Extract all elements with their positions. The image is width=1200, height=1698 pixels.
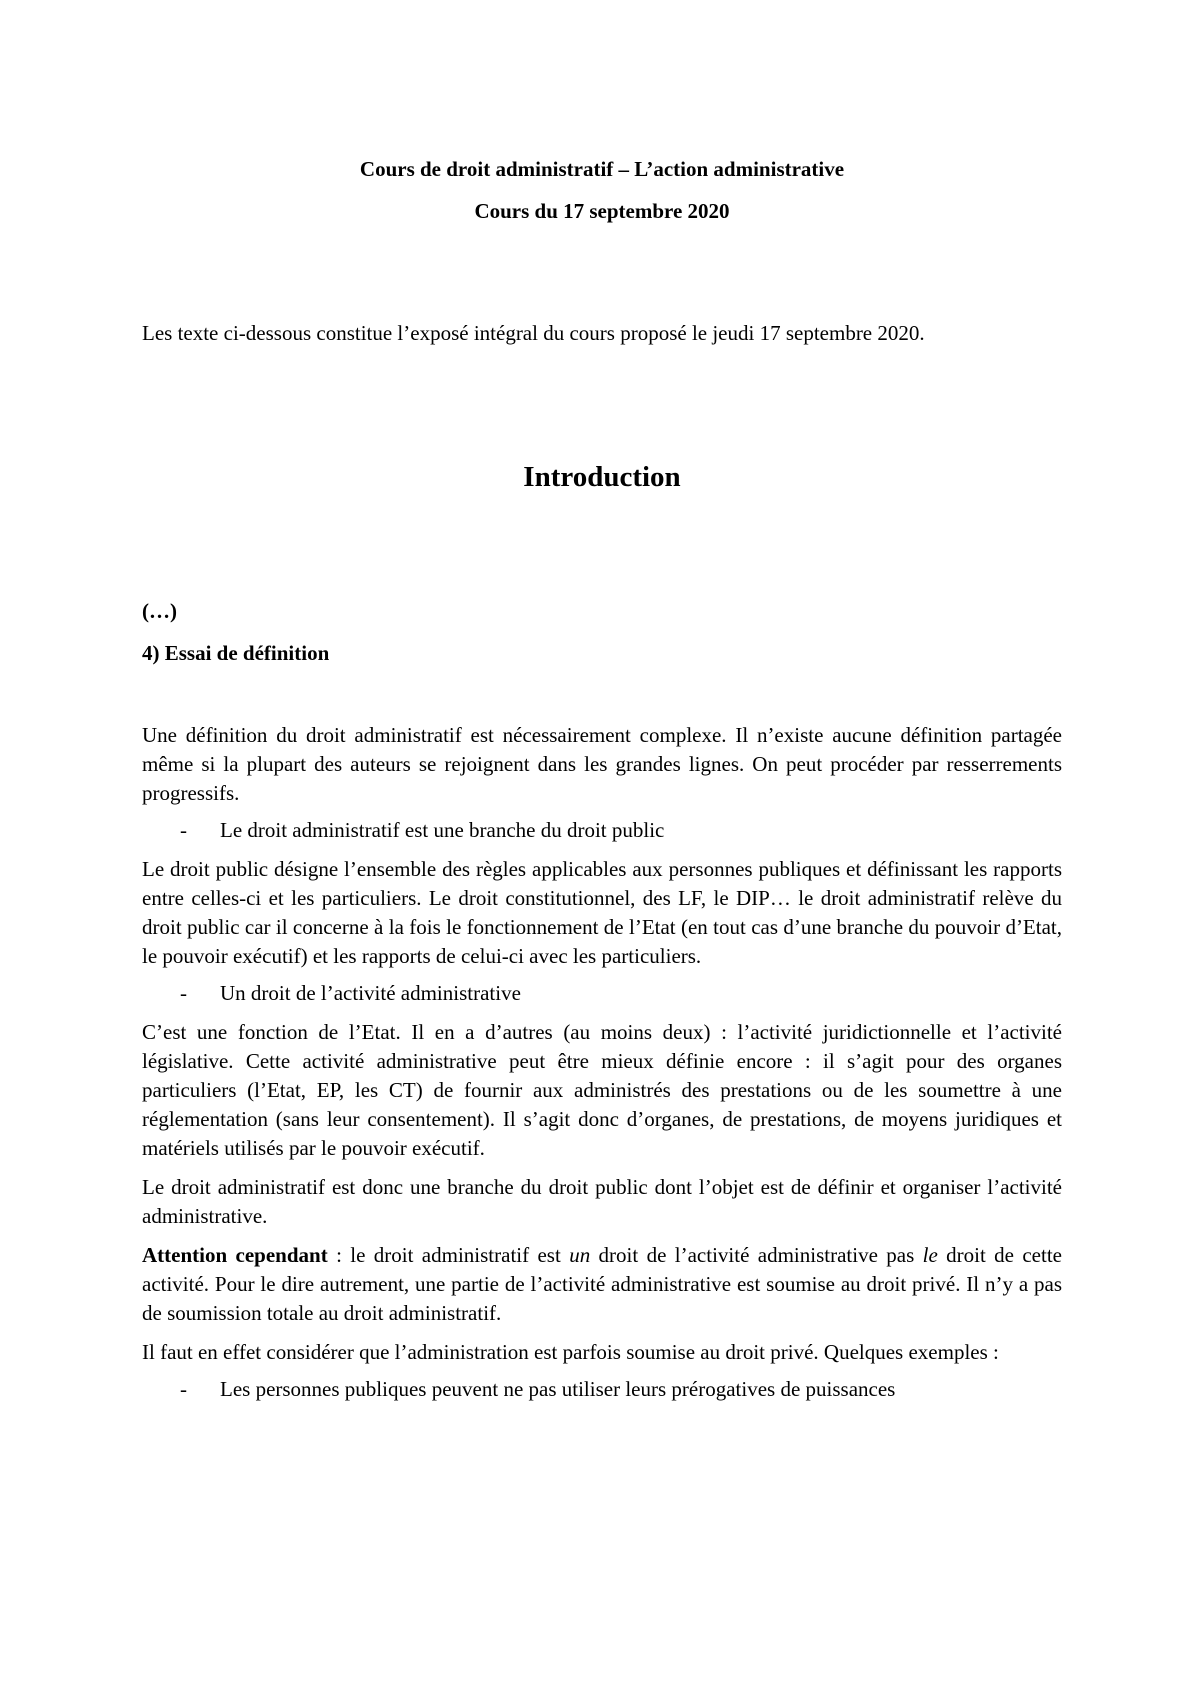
bullet-dash: - xyxy=(180,1377,187,1401)
attention-text-1: : le droit administratif est xyxy=(327,1243,570,1267)
document-content xyxy=(142,0,1062,1414)
attention-text-2: droit de l’activité administrative pas xyxy=(590,1243,923,1267)
bullet-item xyxy=(142,979,1062,1008)
bullet-text: Un droit de l’activité administrative xyxy=(220,981,521,1005)
subsection-heading: 4) Essai de définition xyxy=(142,641,330,665)
bullet-text: Le droit administratif est une branche du droit public xyxy=(220,818,665,842)
definition-paragraph: Une définition du droit administratif est nécessairement complexe. Il n’existe aucune définition partagée même si la plupart des auteurs se rejoignent dans les grandes lignes. On peut procéder par resserrements progressifs. xyxy=(142,723,1062,805)
section-title: Introduction xyxy=(523,461,681,493)
branch-paragraph: Le droit administratif est donc une branche du droit public dont l’objet est de définir et organiser l’activité administrative. xyxy=(142,1175,1062,1228)
attention-text-3: droit de cette activité. Pour le dire autrement, une partie de l’activité administrative est soumise au droit privé. Il n’y a pas de soumission totale au droit administratif. xyxy=(142,1243,1062,1325)
public-law-paragraph: Le droit public désigne l’ensemble des règles applicables aux personnes publiques et définissant les rapports entre celles-ci et les particuliers. Le droit constitutionnel, des LF, le DIP… le droit administratif relève du droit public car il concerne à la fois le fonctionnement de l’Etat (en tout cas d’une branche du pouvoir d’Etat, le pouvoir exécutif) et les rapports de celui-ci avec les particuliers. xyxy=(142,857,1062,968)
course-title: Cours de droit administratif – L’action administrative xyxy=(359,157,845,181)
bullet-item xyxy=(142,1375,1062,1404)
bullet-item xyxy=(142,816,1062,845)
function-paragraph: C’est une fonction de l’Etat. Il en a d’autres (au moins deux) : l’activité juridictionnelle et l’activité législative. Cette activité administrative peut être mieux définie encore : il s’agit pour des organes particuliers (l’Etat, EP, les CT) de fournir aux administrés des prestations ou de les soumettre à une réglementation (sans leur consentement). Il s’agit donc d’organes, de prestations, de moyens juridiques et matériels utilisés par le pouvoir exécutif. xyxy=(142,1020,1062,1160)
attention-emphasis-un: un xyxy=(569,1243,591,1267)
bullet-text: Les personnes publiques peuvent ne pas utiliser leurs prérogatives de puissances xyxy=(220,1377,896,1401)
course-date: Cours du 17 septembre 2020 xyxy=(474,199,730,223)
attention-paragraph xyxy=(142,1241,1062,1328)
intro-paragraph: Les texte ci-dessous constitue l’exposé intégral du cours proposé le jeudi 17 septembre 2020. xyxy=(142,321,925,345)
bullet-dash: - xyxy=(180,818,187,842)
examples-paragraph: Il faut en effet considérer que l’administration est parfois soumise au droit privé. Quelques exemples : xyxy=(142,1340,999,1364)
bullet-dash: - xyxy=(180,981,187,1005)
omission-marker: (…) xyxy=(142,599,177,623)
attention-emphasis-le: le xyxy=(922,1243,938,1267)
attention-label: Attention cependant xyxy=(142,1243,328,1267)
